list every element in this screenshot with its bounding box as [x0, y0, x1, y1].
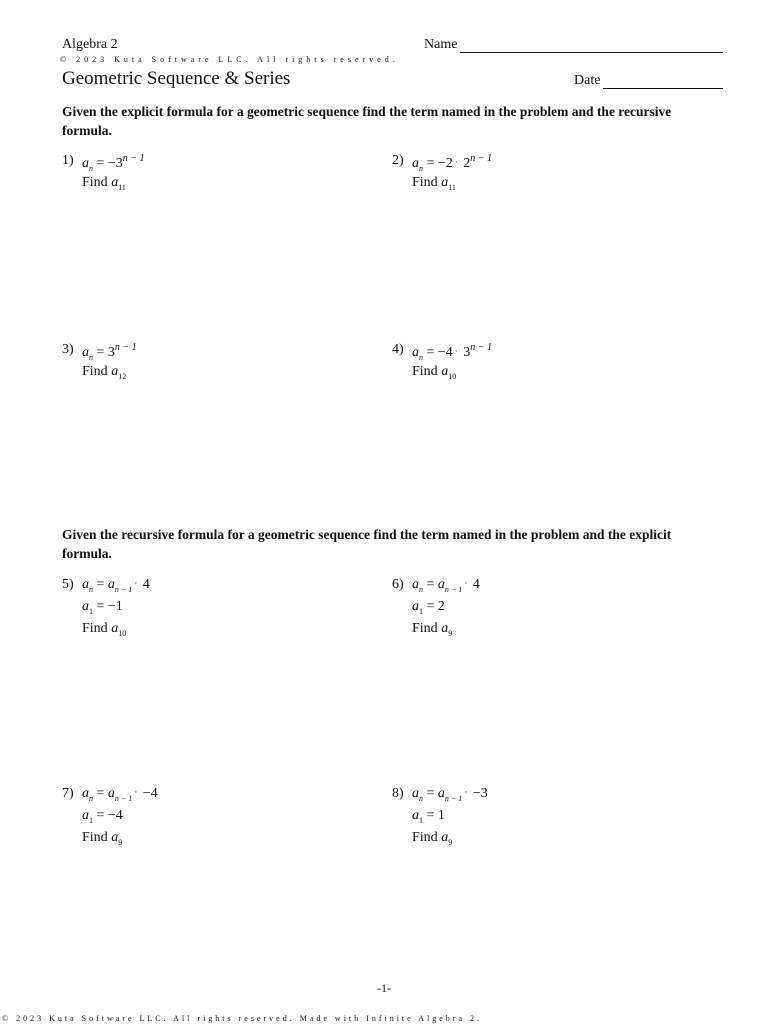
recursive-formula: $a_n = a_{n - 1}\cdot -3$ [412, 786, 488, 803]
find-term: Find $a_9$ [412, 830, 453, 847]
date-label: Date [574, 73, 601, 88]
explicit-formula: $a_n = -4 \cdot 3^{n - 1}$ [412, 342, 493, 362]
find-term: Find $a_{10}$ [82, 621, 127, 638]
recursive-formula: $a_n = a_{n - 1}\cdot 4$ [412, 577, 480, 594]
find-term: Find $a_9$ [412, 621, 453, 638]
initial-term: $a_1 = -4$ [82, 808, 123, 825]
find-term: Find $a_{10}$ [412, 364, 457, 381]
find-term: Find $a_{12}$ [82, 364, 127, 381]
problem-number: 8) [392, 786, 404, 801]
page-number: -1- [377, 981, 391, 995]
find-term: Find $a_{11}$ [412, 175, 456, 192]
date-blank-line[interactable] [603, 88, 723, 89]
problem-number: 5) [62, 577, 74, 592]
find-term: Find $a_{11}$ [82, 175, 126, 192]
worksheet-title: Geometric Sequence & Series [62, 68, 291, 89]
explicit-formula: $a_n = 3^{n - 1}$ [82, 342, 137, 362]
explicit-formula: $a_n = -2 \cdot 2^{n - 1}$ [412, 153, 493, 173]
problem-number: 3) [62, 342, 74, 357]
initial-term: $a_1 = 2$ [412, 599, 445, 616]
find-term: Find $a_9$ [82, 830, 123, 847]
footer-copyright: © 2023 Kuta Software LLC. All rights reserved. Made with Infinite Algebra 2. [2, 1014, 483, 1023]
section-2-instructions: Given the recursive formula for a geometric sequence find the term named in the problem and the explicit formula. [62, 527, 672, 561]
recursive-formula: $a_n = a_{n - 1}\cdot -4$ [82, 786, 158, 803]
problem-number: 7) [62, 786, 74, 801]
course-name: Algebra 2 [62, 37, 118, 52]
name-label: Name [424, 37, 458, 52]
recursive-formula: $a_n = a_{n - 1}\cdot 4$ [82, 577, 150, 594]
explicit-formula: $a_n = -3^{n - 1}$ [82, 153, 145, 173]
name-blank-line[interactable] [460, 52, 723, 53]
section-1-instructions: Given the explicit formula for a geometric sequence find the term named in the problem and the recursive formula. [62, 104, 672, 138]
initial-term: $a_1 = -1$ [82, 599, 123, 616]
initial-term: $a_1 = 1$ [412, 808, 445, 825]
copyright-notice: © 2023 Kuta Software LLC. All rights reserved. [60, 55, 399, 64]
problem-number: 1) [62, 153, 74, 168]
problem-number: 4) [392, 342, 404, 357]
problem-number: 2) [392, 153, 404, 168]
problem-number: 6) [392, 577, 404, 592]
